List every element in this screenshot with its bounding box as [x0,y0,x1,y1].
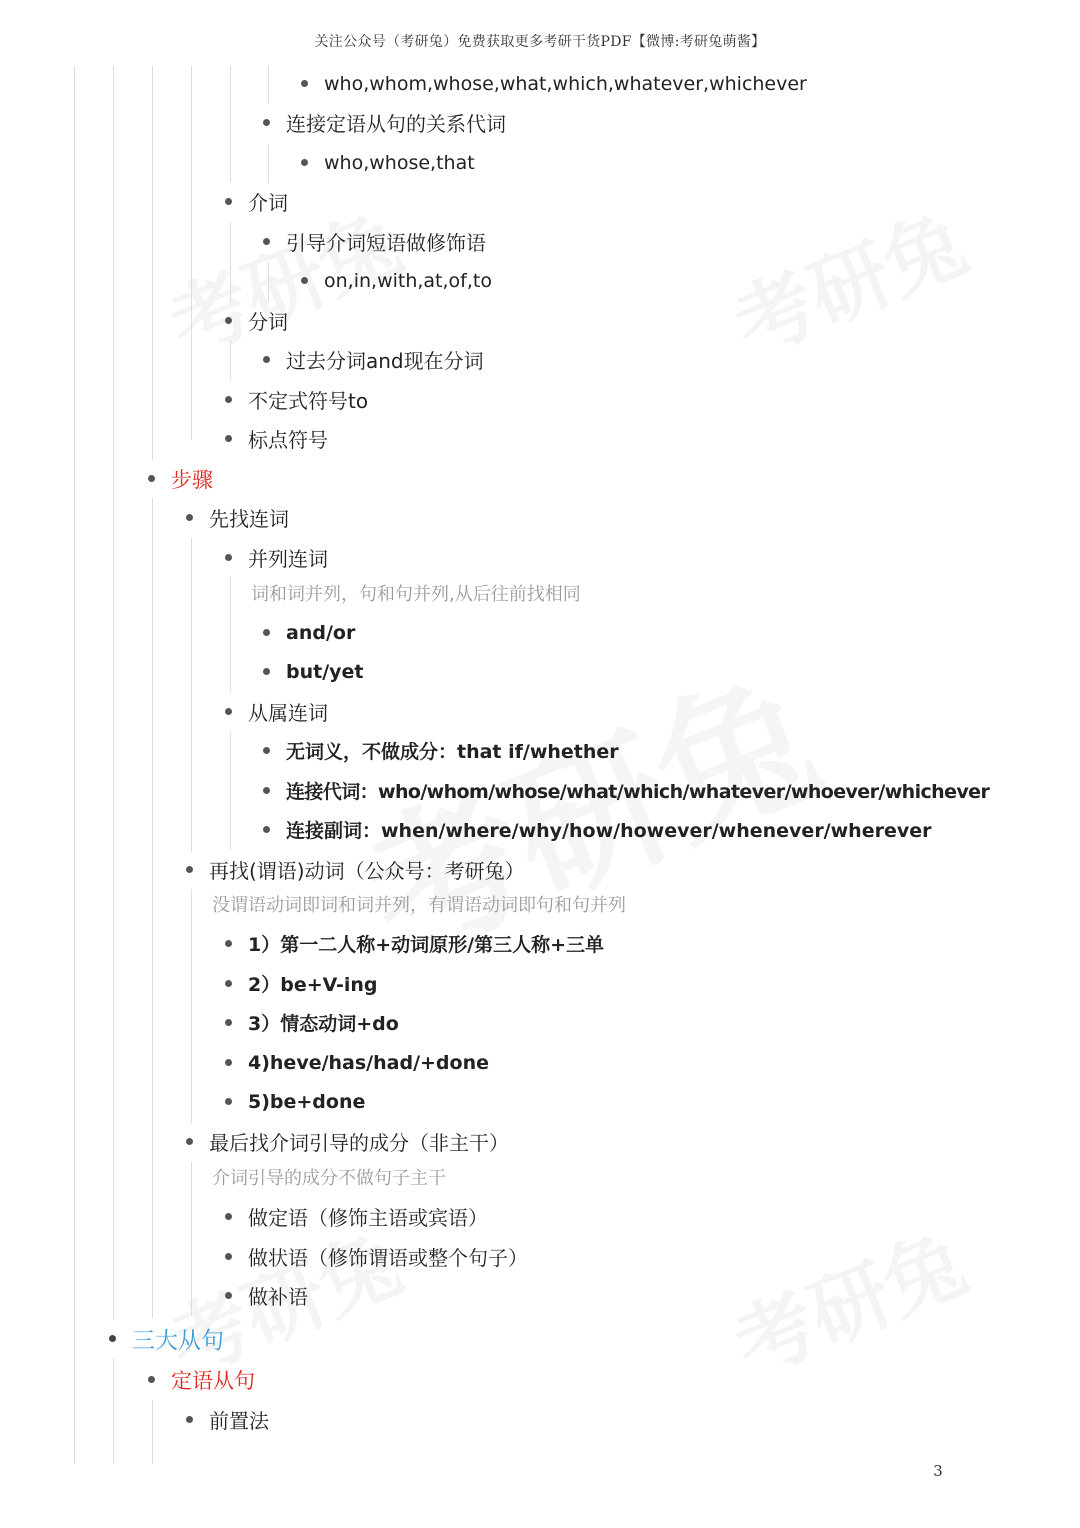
list-item: 4)heve/has/had/+done [225,1043,489,1082]
page-number: 3 [933,1462,943,1480]
list-item: 从属连词 [225,692,328,731]
bullet-icon [301,277,308,284]
bullet-icon [263,629,270,636]
tree-guide-line [113,1358,114,1464]
list-item: 5)be+done [225,1082,365,1121]
bullet-icon [263,747,270,754]
list-item: 最后找介词引导的成分（非主干） [186,1122,509,1161]
tree-guide-line [113,66,114,1320]
bullet-icon [225,1059,232,1066]
bullet-icon [263,826,270,833]
tree-guide-line [191,66,192,440]
list-item: 引导介词短语做修饰语 [263,222,486,261]
bullet-icon [186,514,193,521]
watermark [715,180,981,377]
list-item: 连接定语从句的关系代词 [263,103,506,142]
list-item: who,whose,that [301,143,475,182]
list-item: 标点符号 [225,419,328,458]
list-item: 1）第一二人称+动词原形/第三人称+三单 [225,924,604,963]
list-item: 做状语（修饰谓语或整个句子） [225,1237,528,1276]
watermark [715,1200,981,1397]
note-text: 介词引导的成分不做句子主干 [212,1168,446,1189]
bullet-icon [225,317,232,324]
bullet-icon [263,356,270,363]
tree-guide-line [268,145,269,183]
tree-guide-line [191,889,192,1123]
bullet-icon [225,1213,232,1220]
bullet-icon [225,1253,232,1260]
list-item: 无词义，不做成分：that if/whether [263,731,619,770]
tree-guide-line [191,1162,192,1316]
list-item: 前置法 [186,1400,269,1439]
tree-guide-line [230,222,231,302]
list-item: 做补语 [225,1276,308,1315]
list-item: 再找(谓语)动词（公众号：考研兔） [186,850,525,889]
section-heading: 步骤 [148,459,213,498]
list-item: and/or [263,613,355,652]
list-item: 2）be+V-ing [225,964,377,1003]
list-item: 连接副词：when/where/why/how/however/whenever/wherever [263,810,932,849]
list-item: 先找连词 [186,498,289,537]
bullet-icon [263,119,270,126]
bullet-icon [301,159,308,166]
section-heading: 三大从句 [109,1317,224,1359]
list-item: 介词 [225,182,288,221]
tree-guide-line [230,340,231,380]
bullet-icon [225,198,232,205]
list-item: 过去分词and现在分词 [263,340,484,379]
bullet-icon [263,668,270,675]
tree-guide-line [230,66,231,182]
tree-guide-line [191,538,192,852]
bullet-icon [225,554,232,561]
bullet-icon [148,475,155,482]
tree-guide-line [230,576,231,692]
list-item: 并列连词 [225,538,328,577]
section-heading: 定语从句 [148,1360,255,1399]
list-item: on,in,with,at,of,to [301,261,492,300]
bullet-icon [263,787,270,794]
bullet-icon [225,940,232,947]
bullet-icon [109,1335,116,1342]
list-item: 不定式符号to [225,380,368,419]
note-text: 没谓语动词即词和词并列，有谓语动词即句和句并列 [212,895,626,916]
tree-guide-line [152,66,153,460]
bullet-icon [225,1098,232,1105]
tree-guide-line [152,1400,153,1464]
bullet-icon [225,1292,232,1299]
tree-guide-line [268,262,269,302]
bullet-icon [186,866,193,873]
list-item: 3）情态动词+do [225,1003,399,1042]
list-item: but/yet [263,652,364,691]
list-item: 做定语（修饰主语或宾语） [225,1197,488,1236]
bullet-icon [225,435,232,442]
bullet-icon [263,238,270,245]
tree-guide-line [230,732,231,850]
bullet-icon [225,980,232,987]
bullet-icon [186,1416,193,1423]
list-item: 分词 [225,301,288,340]
note-text: 词和词并列，句和句并列,从后往前找相同 [251,584,581,605]
tree-guide-line [74,66,75,1464]
bullet-icon [225,396,232,403]
list-item: who,whom,whose,what,which,whatever,whichever [301,64,807,103]
bullet-icon [301,80,308,87]
bullet-icon [148,1376,155,1383]
page-header: 关注公众号（考研兔）免费获取更多考研干货PDF【微博:考研兔萌酱】 [314,34,766,50]
tree-guide-line [268,66,269,104]
list-item: 连接代词：who/whom/whose/what/which/whatever/whoever/whichever [263,771,989,810]
bullet-icon [186,1138,193,1145]
bullet-icon [225,708,232,715]
tree-guide-line [152,498,153,1318]
bullet-icon [225,1019,232,1026]
